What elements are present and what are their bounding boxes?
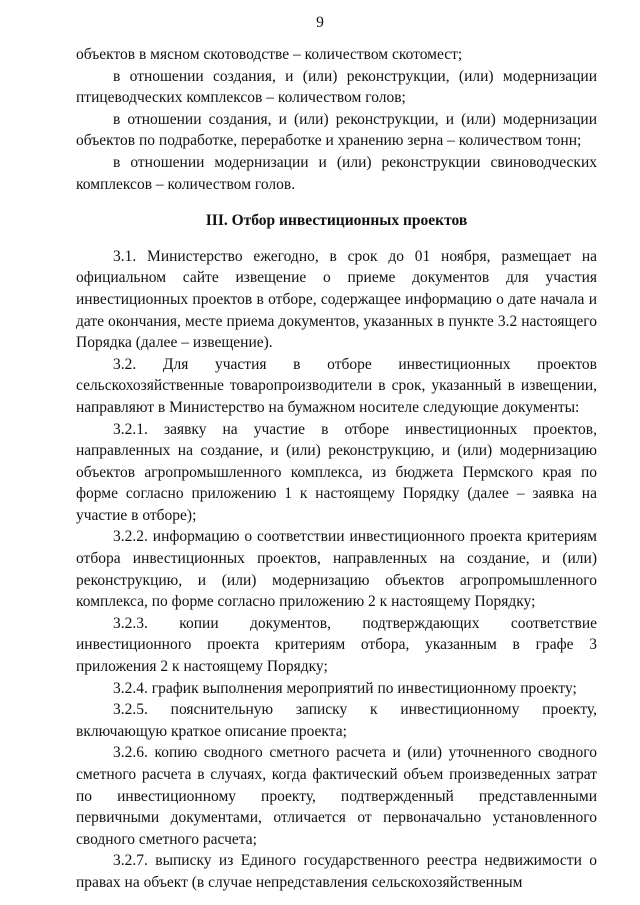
document-body <box>76 44 597 894</box>
paragraph-3-2-7: 3.2.7. выписку из Единого государственного реестра недвижимости о правах на объект (в случае непредставления сельскохозяйственным <box>76 852 597 891</box>
paragraph-3-1: 3.1. Министерство ежегодно, в срок до 01 ноября, размещает на официальном сайте извещение о приеме документов для участия инвестиционных проектов в отборе, содержащее информацию о дате начала и дате окончания, месте приема документов, указанных в пункте 3.2 настоящего Порядка (далее – извещение). <box>76 247 597 352</box>
paragraph: в отношении создания, и (или) реконструкции, (или) модернизации птицеводческих комплексов – количеством голов; <box>76 67 597 107</box>
paragraph: в отношении создания, и (или) реконструкции, и (или) модернизации объектов по подработке, переработке и хранению зерна – количеством тонн; <box>76 110 597 150</box>
paragraph-3-2-2: 3.2.2. информацию о соответствии инвестиционного проекта критериям отбора инвестиционных проектов, направленных на создание, и (или) реконструкцию, и (или) модернизацию объектов агропромышленного комплекса, по форме согласно приложению 2 к настоящему Порядку; <box>76 528 597 611</box>
paragraph-3-2-1: 3.2.1. заявку на участие в отборе инвестиционных проектов, направленных на создание, и (или) реконструкцию, и (или) модернизацию объектов агропромышленного комплекса, из бюджета Пермского края по форме согласно приложению 1 к настоящему Порядку (далее – заявка на участие в отборе); <box>76 420 597 524</box>
page-number: 9 <box>316 14 324 31</box>
paragraph-3-2-4: 3.2.4. график выполнения мероприятий по инвестиционному проекту; <box>113 679 577 697</box>
paragraph: в отношении модернизации и (или) реконструкции свиноводческих комплексов – количеством голов. <box>76 153 597 193</box>
paragraph-3-2-5: 3.2.5. пояснительную записку к инвестиционному проекту, включающую краткое описание проекта; <box>76 701 597 740</box>
paragraph-3-2: 3.2. Для участия в отборе инвестиционных проектов сельскохозяйственные товаропроизводители в срок, указанный в извещении, направляют в Министерство на бумажном носителе следующие документы: <box>76 355 597 416</box>
paragraph-3-2-3: 3.2.3. копии документов, подтверждающих соответствие инвестиционного проекта критериям отбора, указанным в графе 3 приложения 2 к настоящему Порядку; <box>76 614 597 676</box>
paragraph: объектов в мясном скотоводстве – количеством скотомест; <box>76 46 463 63</box>
section-heading: III. Отбор инвестиционных проектов <box>205 212 468 230</box>
paragraph-3-2-6: 3.2.6. копию сводного сметного расчета и (или) уточненного сводного сметного расчета в случаях, когда фактический объем произведенных затрат по инвестиционному проекту, подтвержденный представленными первичными документами, отличается от первоначально установленного сводного сметного расчета; <box>76 744 597 848</box>
